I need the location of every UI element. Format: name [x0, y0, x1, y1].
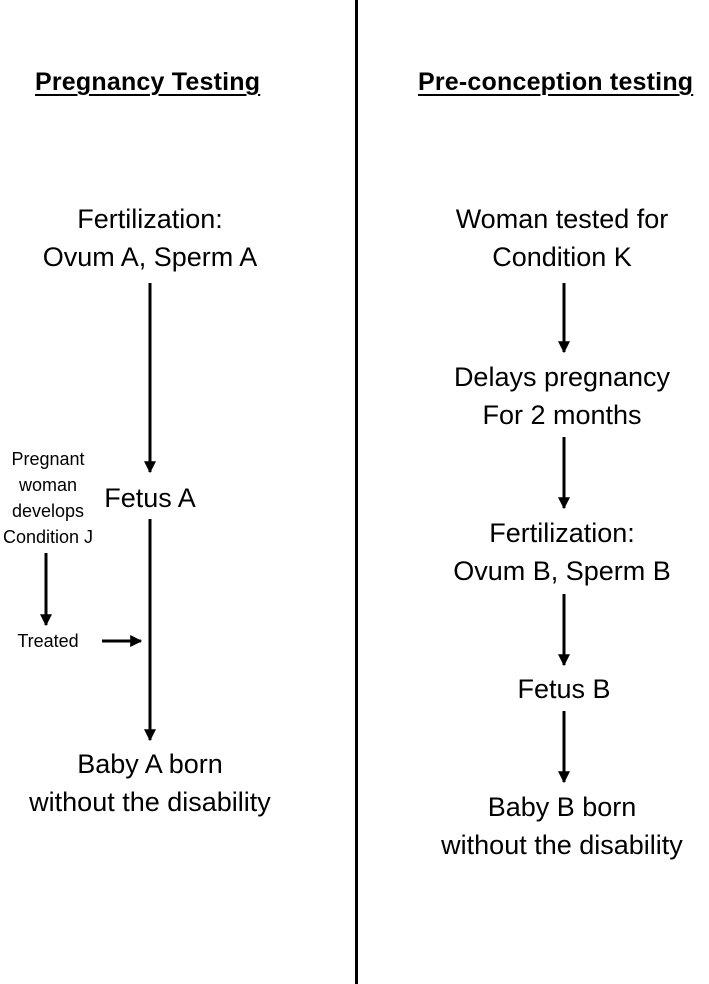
right-fertilization-line2: Ovum B, Sperm B: [453, 556, 671, 586]
right-fetus-node: Fetus B: [517, 674, 611, 704]
condition-j-line4: Condition J: [2, 527, 94, 547]
left-fertilization-line2: Ovum A, Sperm A: [42, 242, 258, 272]
right-heading: Pre-conception testing: [418, 68, 694, 96]
treated-label: Treated: [17, 631, 79, 651]
condition-j-line2: woman: [18, 475, 78, 495]
right-tested-line2: Condition K: [492, 242, 632, 272]
right-fertilization-line1: Fertilization:: [489, 518, 635, 548]
right-delay-line2: For 2 months: [482, 400, 642, 430]
left-fertilization-line1: Fertilization:: [77, 204, 223, 234]
left-baby-line1: Baby A born: [77, 749, 223, 779]
right-baby-line2: without the disability: [441, 830, 683, 860]
left-heading: Pregnancy Testing: [35, 68, 261, 96]
left-baby-line2: without the disability: [29, 787, 271, 817]
right-baby-line1: Baby B born: [487, 792, 637, 822]
condition-j-line3: develops: [11, 501, 85, 521]
left-fetus-node: Fetus A: [104, 483, 196, 513]
condition-j-line1: Pregnant: [11, 449, 85, 469]
right-tested-line1: Woman tested for: [455, 204, 669, 234]
right-delay-line1: Delays pregnancy: [453, 362, 671, 392]
